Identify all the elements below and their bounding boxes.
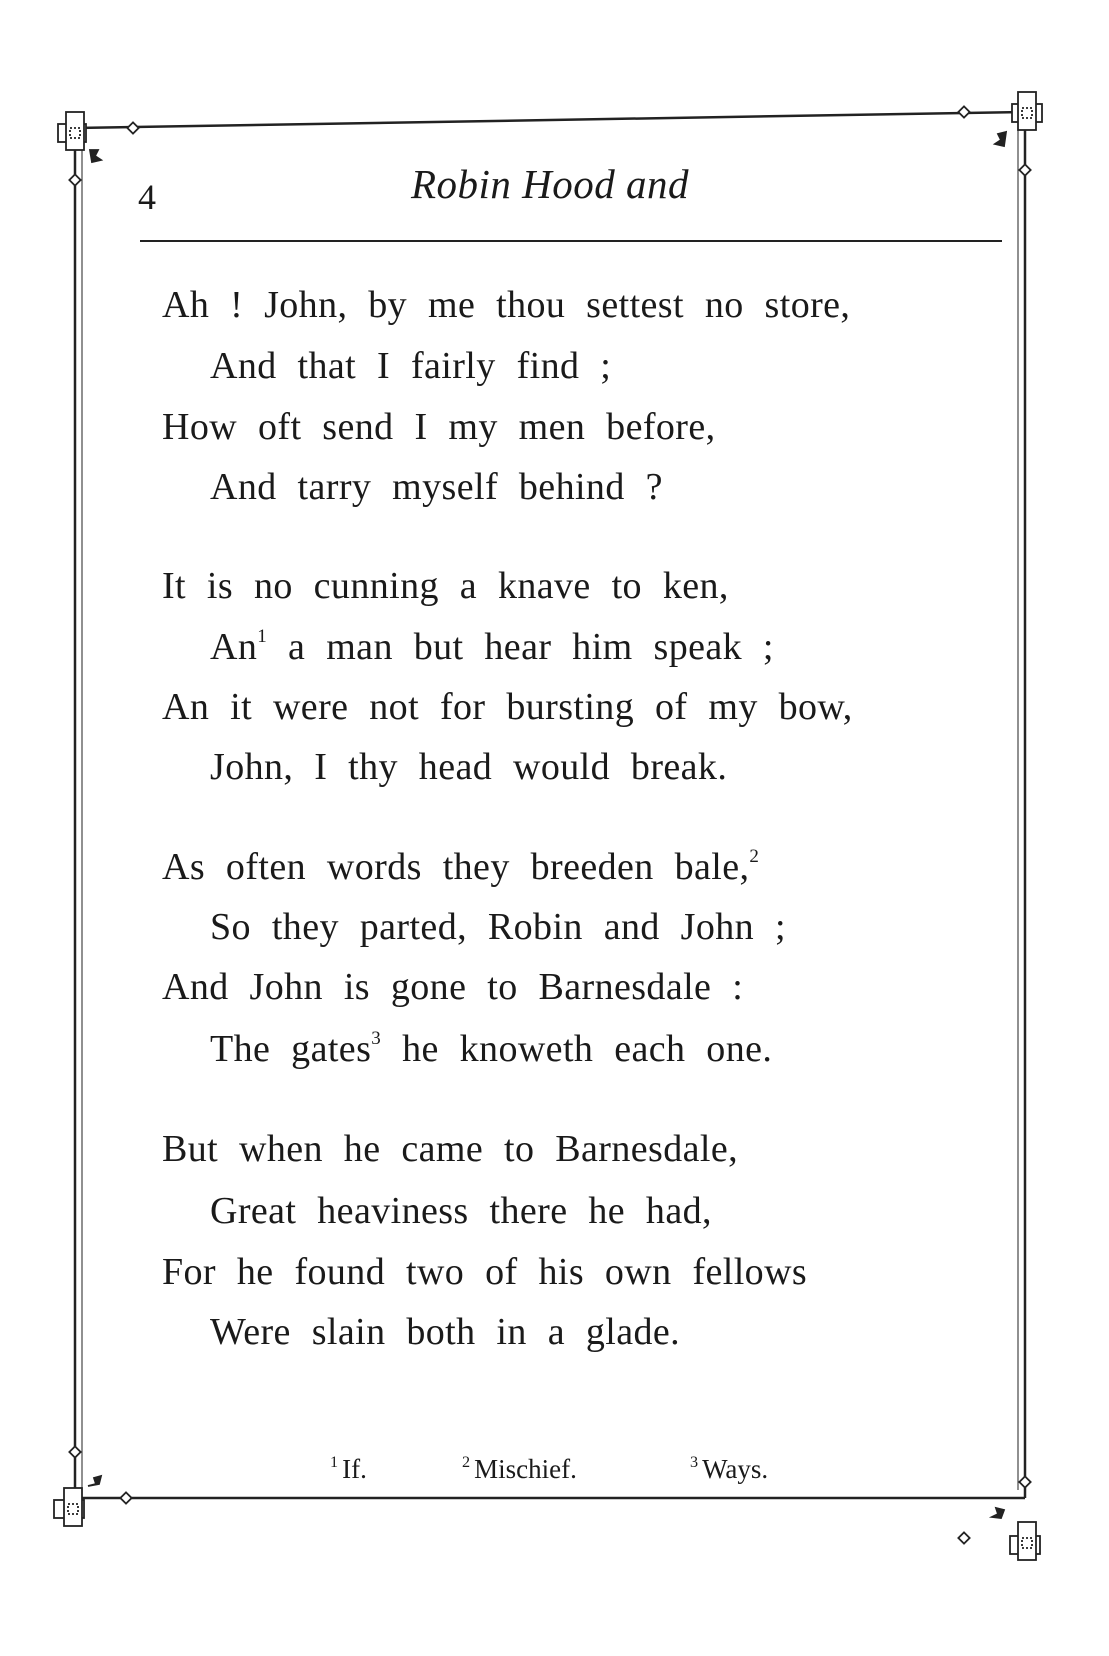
verse-line: For he found two of his own fellows	[162, 1251, 808, 1293]
footnote-ref: 3	[371, 1027, 382, 1049]
verse-line: Were slain both in a glade.	[210, 1311, 681, 1353]
verse-line: It is no cunning a knave to ken,	[162, 565, 729, 607]
verse-line: And John is gone to Barnesdale :	[162, 966, 744, 1008]
header-rule	[140, 240, 1002, 242]
verse-line: Ah ! John, by me thou settest no store,	[162, 284, 851, 326]
verse-line: An it were not for bursting of my bow,	[162, 686, 853, 728]
verse-line: But when he came to Barnesdale,	[162, 1128, 739, 1170]
corner-ornament-top-right	[958, 92, 1042, 176]
verse-line: John, I thy head would break.	[210, 746, 728, 788]
footnote: $^1$ If.	[330, 1452, 367, 1484]
footnote: $^2$ Mischief.	[462, 1452, 577, 1484]
verse-line: How oft send I my men before,	[162, 406, 716, 448]
running-title: Robin Hood and	[410, 161, 690, 207]
verse-line: As often words they breeden bale,$^2$	[162, 845, 760, 888]
footnote-ref: 2	[749, 845, 760, 867]
verse-line: Great heaviness there he had,	[210, 1190, 712, 1232]
footnote-ref: 1	[257, 625, 268, 647]
corner-ornament-top-left	[58, 112, 139, 186]
corner-ornament-bottom-left	[54, 1446, 132, 1526]
page-number: 4	[138, 177, 156, 217]
border-top	[75, 112, 1025, 128]
verse-line: An$^1$ a man but hear him speak ;	[210, 625, 774, 668]
corner-ornament-bottom-right	[958, 1476, 1040, 1560]
verse-line: So they parted, Robin and John ;	[210, 906, 786, 948]
verse-line: And tarry myself behind ?	[210, 466, 663, 508]
footnote: $^3$ Ways.	[690, 1452, 769, 1484]
verse-line: The gates$^3$ he knoweth each one.	[210, 1027, 773, 1070]
verse-line: And that I fairly find ;	[210, 345, 612, 387]
